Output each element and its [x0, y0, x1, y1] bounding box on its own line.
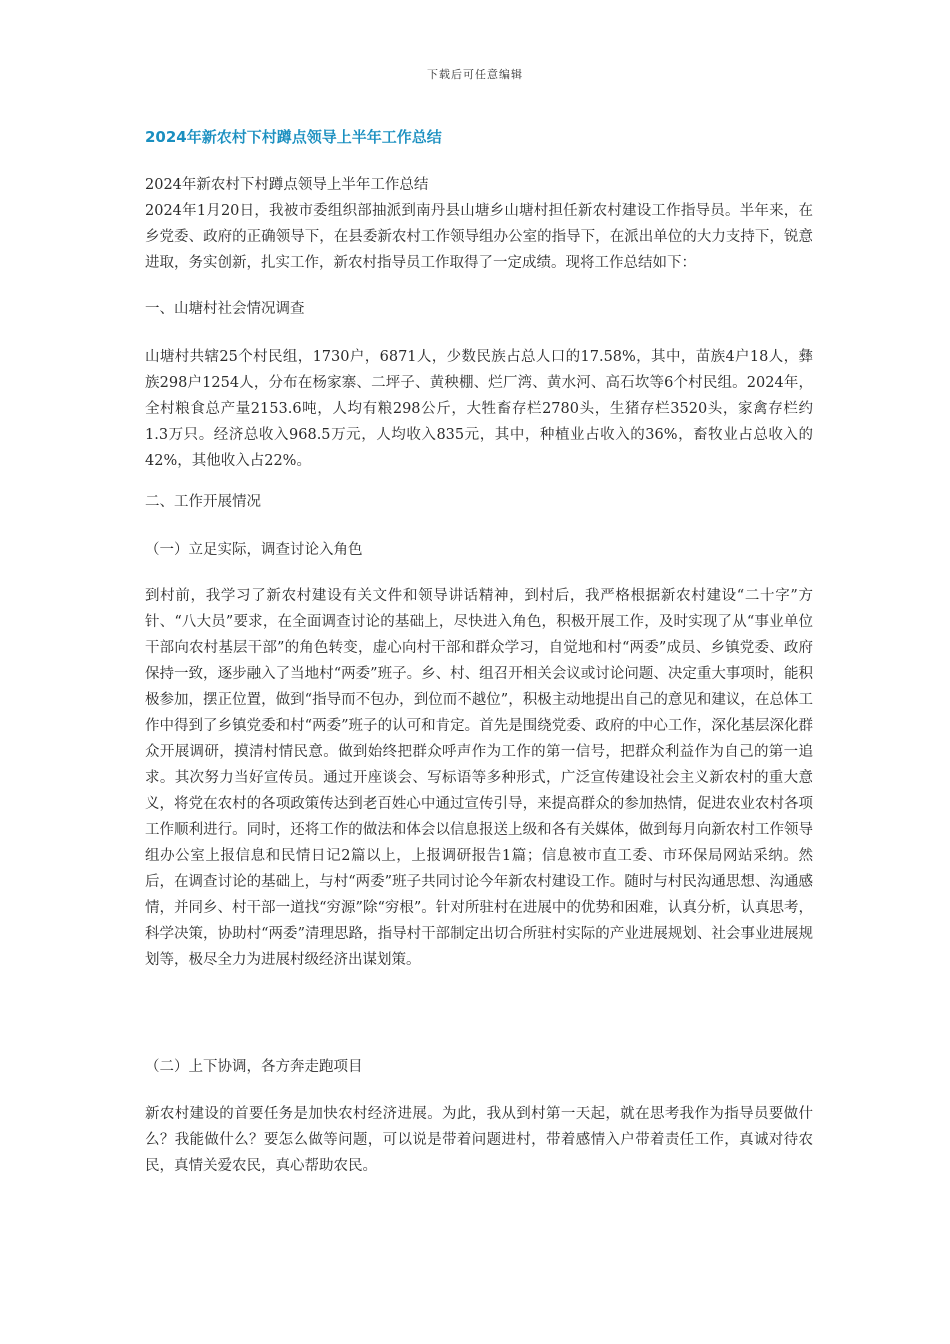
- intro-subtitle: 2024年新农村下村蹲点领导上半年工作总结: [145, 177, 429, 193]
- section2-sub2-paragraph: 新农村建设的首要任务是加快农村经济进展。为此，我从到村第一天起，就在思考我作为指导员要做什么？我能做什么？要怎么做等问题，可以说是带着问题进村，带着感情入户带着责任工作，真诚对待农民，真情关爱农民，真心帮助农民。: [145, 1106, 813, 1174]
- section2-heading: 二、工作开展情况: [145, 494, 261, 510]
- header-note: 下载后可任意编辑: [427, 68, 523, 81]
- section1-paragraph: 山塘村共辖25个村民组，1730户，6871人，少数民族占总人口的17.58%，其中，苗族4户18人，彝族298户1254人，分布在杨家寨、二坪子、黄秧棚、烂厂湾、黄水河、高石坎等6个村民组。2024年，全村粮食总产量2153.6吨，人均有粮298公斤，大牲畜存栏2780头，生猪存栏3520头，家禽存栏约1.3万只。经济总收入968.5万元，人均收入835元，其中，种植业占收入的36%，畜牧业占总收入的42%，其他收入占22%。: [145, 349, 813, 469]
- section2-sub1-heading: （一）立足实际，调查讨论入角色: [145, 542, 363, 558]
- section2-sub1-paragraph: 到村前，我学习了新农村建设有关文件和领导讲话精神，到村后，我严格根据新农村建设“二十字”方针、“八大员”要求，在全面调查讨论的基础上，尽快进入角色，积极开展工作，及时实现了从“事业单位干部向农村基层干部”的角色转变，虚心向村干部和群众学习，自觉地和村“两委”成员、乡镇党委、政府保持一致，逐步融入了当地村“两委”班子。乡、村、组召开相关会议或讨论问题、决定重大事项时，能积极参加，摆正位置，做到“指导而不包办，到位而不越位”，积极主动地提出自己的意见和建议，在总体工作中得到了乡镇党委和村“两委”班子的认可和肯定。首先是围绕党委、政府的中心工作，深化基层深化群众开展调研，摸清村情民意。做到始终把群众呼声作为工作的第一信号，把群众利益作为自己的第一追求。其次努力当好宣传员。通过开座谈会、写标语等多种形式，广泛宣传建设社会主义新农村的重大意义，将党在农村的各项政策传达到老百姓心中通过宣传引导，来提高群众的参加热情，促进农业农村各项工作顺利进行。同时，还将工作的做法和体会以信息报送上级和各有关媒体，做到每月向新农村工作领导组办公室上报信息和民情日记2篇以上，上报调研报告1篇；信息被市直工委、市环保局网站采纳。然后，在调查讨论的基础上，与村“两委”班子共同讨论今年新农村建设工作。随时与村民沟通思想、沟通感情，并同乡、村干部一道找“穷源”除“穷根”。针对所驻村在进展中的优势和困难，认真分析，认真思考，科学决策，协助村“两委”清理思路，指导村干部制定出切合所驻村实际的产业进展规划、社会事业进展规划等，极尽全力为进展村级经济出谋划策。: [145, 588, 813, 968]
- section2-sub2-heading: （二）上下协调，各方奔走跑项目: [145, 1059, 363, 1075]
- document-title: 2024年新农村下村蹲点领导上半年工作总结: [145, 128, 442, 146]
- intro-paragraph: 2024年1月20日，我被市委组织部抽派到南丹县山塘乡山塘村担任新农村建设工作指导员。半年来，在乡党委、政府的正确领导下，在县委新农村工作领导组办公室的指导下，在派出单位的大力支持下，锐意进取，务实创新，扎实工作，新农村指导员工作取得了一定成绩。现将工作总结如下：: [145, 203, 813, 271]
- intro-section: [145, 172, 813, 276]
- section1-heading: 一、山塘村社会情况调查: [145, 301, 305, 317]
